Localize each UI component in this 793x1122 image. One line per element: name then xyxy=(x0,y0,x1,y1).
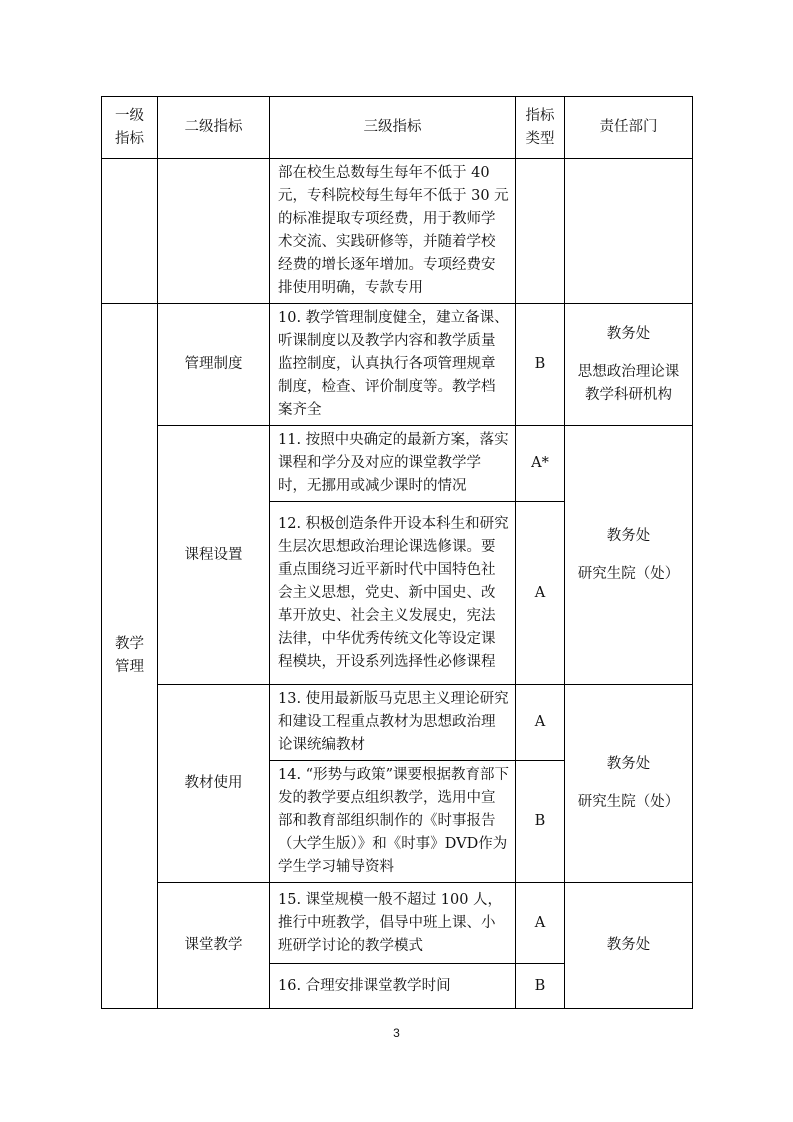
table-row xyxy=(102,159,693,304)
dept-gap xyxy=(565,346,692,361)
level2-course: 课程设置 xyxy=(158,426,270,685)
item-14-text: 14. “形势与政策”课要根据教育部下发的教学要点组织教学，选用中宣部和教育部组织制作的《时事报告（大学生版）》和《时事》DVD作为学生学习辅导资料 xyxy=(270,761,516,883)
level1-label: 教学 管理 xyxy=(115,636,144,675)
header-level1-label: 一级 指标 xyxy=(115,107,144,147)
item-13-type: A xyxy=(516,685,565,761)
dept-mgmt xyxy=(565,304,693,426)
item-10-text: 10. 教学管理制度健全，建立备课、听课制度以及教学内容和教学质量监控制度，认真执行各项管理规章制度，检查、评价制度等。教学档案齐全 xyxy=(270,304,516,426)
level2-classroom: 课堂教学 xyxy=(158,883,270,1009)
header-level1 xyxy=(102,97,158,159)
item-16-text: 16. 合理安排课堂教学时间 xyxy=(270,964,516,1009)
table-row xyxy=(102,685,693,761)
dept-gap xyxy=(565,548,692,563)
item-15-text: 15. 课堂规模一般不超过 100 人，推行中班教学，倡导中班上课、小班研学讨论的教学模式 xyxy=(270,883,516,964)
dept-mgmt-2: 思想政治理论课 教学科研机构 xyxy=(577,363,680,403)
header-type xyxy=(516,97,565,159)
dept-textbook-2: 研究生院（处） xyxy=(577,794,680,810)
dept-gap xyxy=(565,776,692,791)
dept-textbook xyxy=(565,685,693,883)
item-11-type: A* xyxy=(516,426,565,502)
table-row xyxy=(102,883,693,964)
table-row xyxy=(102,426,693,502)
header-type-label: 指标 类型 xyxy=(525,107,555,147)
level2-mgmt: 管理制度 xyxy=(158,304,270,426)
item-13-text: 13. 使用最新版马克思主义理论研究和建设工程重点教材为思想政治理论课统编教材 xyxy=(270,685,516,761)
item-10-type: B xyxy=(516,304,565,426)
dept-classroom-1: 教务处 xyxy=(606,937,651,953)
cell-empty xyxy=(102,159,158,304)
cell-empty xyxy=(158,159,270,304)
cell-empty xyxy=(565,159,693,304)
dept-course-2: 研究生院（处） xyxy=(577,565,680,582)
continuation-text: 部在校生总数每生每年不低于 40 元，专科院校每生每年不低于 30 元的标准提取专项经费，用于教师学术交流、实践研修等，并随着学校经费的增长逐年增加。专项经费安排使用明确，专款专用 xyxy=(270,159,516,304)
item-16-type: B xyxy=(516,964,565,1009)
item-12-type: A xyxy=(516,502,565,685)
dept-textbook-1: 教务处 xyxy=(606,756,651,772)
dept-course-1: 教务处 xyxy=(606,527,651,544)
cell-empty xyxy=(516,159,565,304)
item-14-type: B xyxy=(516,761,565,883)
level2-textbook: 教材使用 xyxy=(158,685,270,883)
header-level2: 二级指标 xyxy=(158,97,270,159)
header-dept: 责任部门 xyxy=(565,97,693,159)
dept-classroom xyxy=(565,883,693,1009)
dept-mgmt-1: 教务处 xyxy=(606,325,651,342)
item-15-type: A xyxy=(516,883,565,964)
indicator-table xyxy=(101,96,693,1009)
table-header-row xyxy=(102,97,693,159)
item-11-text: 11. 按照中央确定的最新方案，落实课程和学分及对应的课堂教学学时，无挪用或减少课时的情况 xyxy=(270,426,516,502)
item-12-text: 12. 积极创造条件开设本科生和研究生层次思想政治理论课选修课。要重点围绕习近平新时代中国特色社会主义思想，党史、新中国史、改革开放史、社会主义发展史，宪法法律，中华优秀传统文化等设定课程模块，开设系列选择性必修课程 xyxy=(270,502,516,685)
dept-course xyxy=(565,426,693,685)
page-number: 3 xyxy=(393,1026,400,1040)
header-level3: 三级指标 xyxy=(270,97,516,159)
table-row xyxy=(102,304,693,426)
level1-cell xyxy=(102,304,158,1009)
